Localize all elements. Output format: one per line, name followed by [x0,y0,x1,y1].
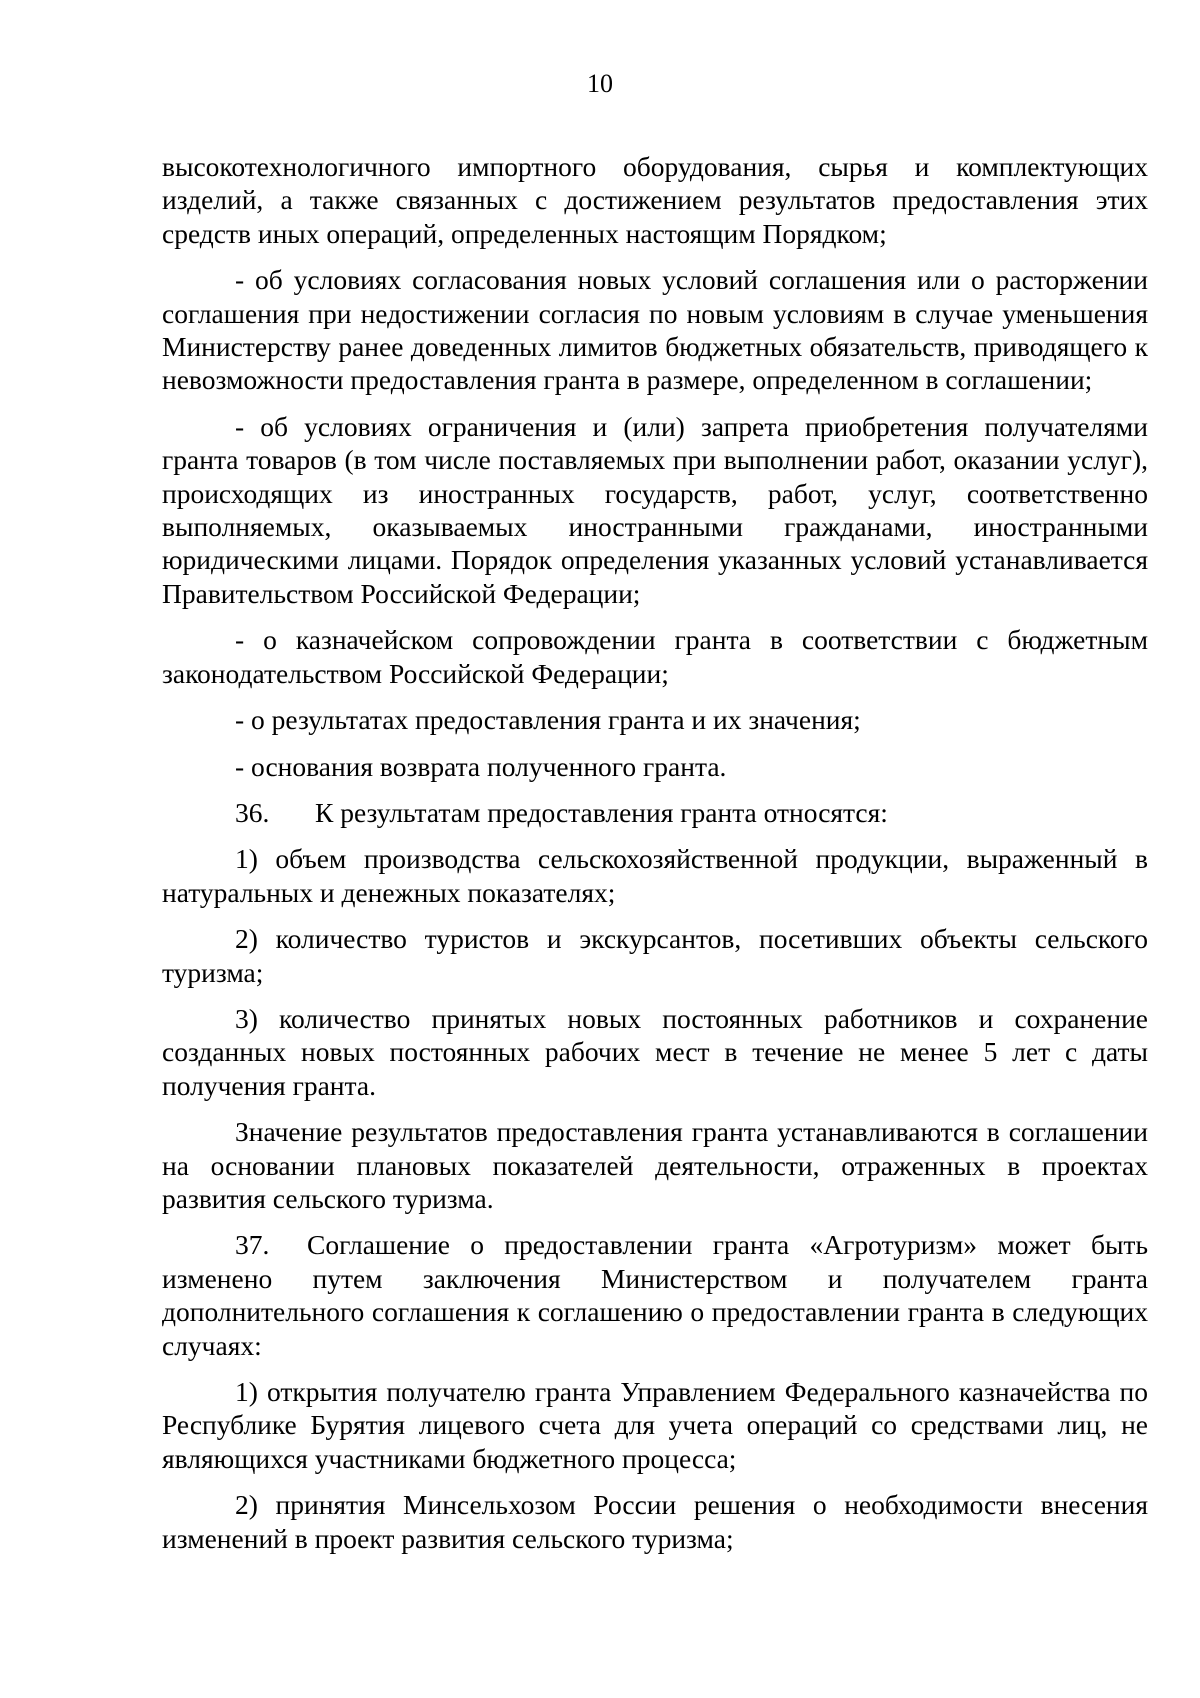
list-item-treasury-support: - о казначейском сопровождении гранта в соответствии с бюджетным законодательством Российской Федерации; [162,624,1148,689]
result-item-1: 1) объем производства сельскохозяйственной продукции, выраженный в натуральных и денежных показателях; [162,843,1148,908]
list-item-agreement-terms: - об условиях согласования новых условий соглашения или о расторжении соглашения при недостижении согласия по новым условиям в случае уменьшения Министерству ранее доведенных лимитов бюджетных обязательств, приводящего к невозможности предоставления гранта в размере, определенном в соглашении; [162,264,1148,396]
paragraph-continuation: высокотехнологичного импортного оборудования, сырья и комплектующих изделий, а также связанных с достижением результатов предоставления этих средств иных операций, определенных настоящим Порядком; [162,151,1148,249]
document-body [162,150,1148,1568]
clause-number: 36. [235,796,270,828]
page-number: 10 [587,69,613,98]
result-item-3: 3) количество принятых новых постоянных работников и сохранение созданных новых постоянных рабочих мест в течение не менее 5 лет с даты получения гранта. [162,1002,1148,1101]
amendment-case-1: 1) открытия получателю гранта Управлением Федерального казначейства по Республике Бурятия лицевого счета для учета операций со средствами лиц, не являющихся участниками бюджетного процесса; [162,1376,1148,1474]
clause-36 [162,796,1148,829]
amendment-case-2: 2) принятия Минсельхозом России решения о необходимости внесения изменений в проект развития сельского туризма; [162,1489,1148,1554]
clause-text: К результатам предоставления гранта относятся: [315,796,888,828]
list-item-import-restriction: - об условиях ограничения и (или) запрета приобретения получателями гранта товаров (в том числе поставляемых при выполнении работ, оказании услуг), происходящих из иностранных государств, работ, услуг, соответственно выполняемых, оказываемых иностранными гражданами, иностранными юридическими лицами. Порядок определения указанных условий устанавливается Правительством Российской Федерации; [162,410,1148,609]
clause-number: 37. [235,1229,270,1261]
list-item-grant-results: - о результатах предоставления гранта и их значения; [235,704,861,736]
clause-text: Соглашение о предоставлении гранта «Агротуризм» может быть изменено путем заключения Министерством и получателем гранта дополнительного соглашения к соглашению о предоставлении гранта в следующих случаях: [162,1229,1148,1361]
results-values-paragraph: Значение результатов предоставления гранта устанавливаются в соглашении на основании плановых показателей деятельности, отраженных в проектах развития сельского туризма. [162,1116,1148,1214]
clause-37 [162,1228,1148,1362]
result-item-2: 2) количество туристов и экскурсантов, посетивших объекты сельского туризма; [162,923,1148,988]
list-item-refund-grounds: - основания возврата полученного гранта. [235,750,727,782]
